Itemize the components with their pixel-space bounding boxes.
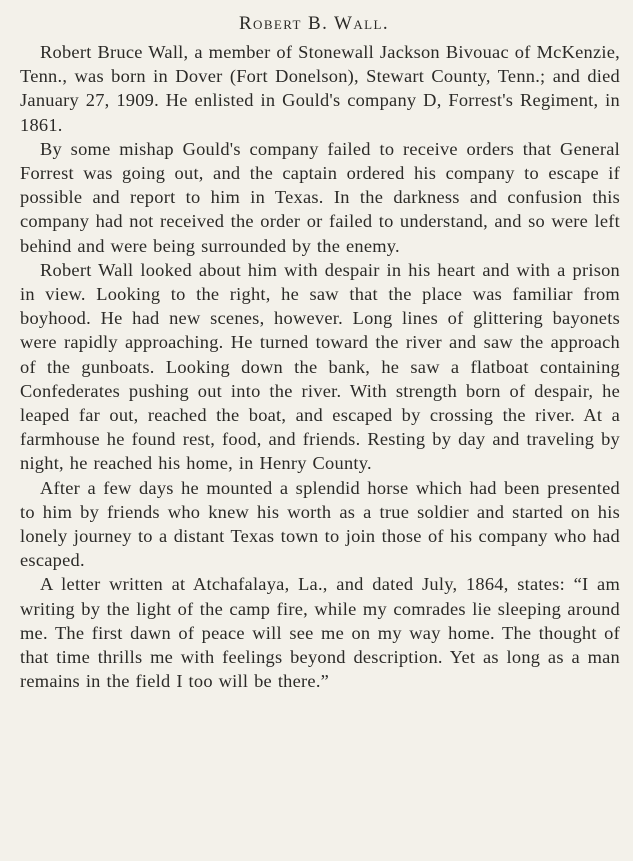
paragraph-enlistment: Robert Bruce Wall, a member of Stonewall Jackson Bivouac of McKenzie, Tenn., was born in Dover (Fort Donelson), Stewart County, Tenn.; and died January 27, 1909. He enlisted in Gould's company D, Forrest's Regiment, in 1861. [20,42,620,135]
paragraph-letter: A letter written at Atchafalaya, La., and dated July, 1864, states: “I am writing by the light of the camp fire, while my comrades lie sleeping around me. The first dawn of peace will see me on my way home. The thought of that time thrills me with feelings beyond description. Yet as long as a man remains in the field I too will be there.” [20,574,620,692]
paragraph-journey: After a few days he mounted a splendid horse which had been presented to him by friends who knew his worth as a true soldier and started on his lonely journey to a distant Texas town to join those of his company who had escaped. [20,477,620,571]
article-title: Robert B. Wall. [238,13,390,34]
paragraph-escape: Robert Wall looked about him with despair in his heart and with a prison in view. Looking to the right, he saw that the place was familiar from boyhood. He had new scenes, however. Long lines of glittering bayonets were rapidly approaching. He turned toward the river and saw the approach of the gunboats. Looking down the bank, he saw a flatboat containing Confederates pushing out into the river. With strength born of despair, he leaped far out, reached the boat, and escaped by crossing the river. At a farmhouse he found rest, food, and friends. Resting by day and traveling by night, he reached his home, in Henry County. [20,259,620,474]
paragraph-mishap: By some mishap Gould's company failed to receive orders that General Forrest was going out, and the captain ordered his company to escape if possible and report to him in Texas. In the darkness and confusion this company had not received the order or failed to understand, and so were left behind and were being surrounded by the enemy. [20,138,620,256]
